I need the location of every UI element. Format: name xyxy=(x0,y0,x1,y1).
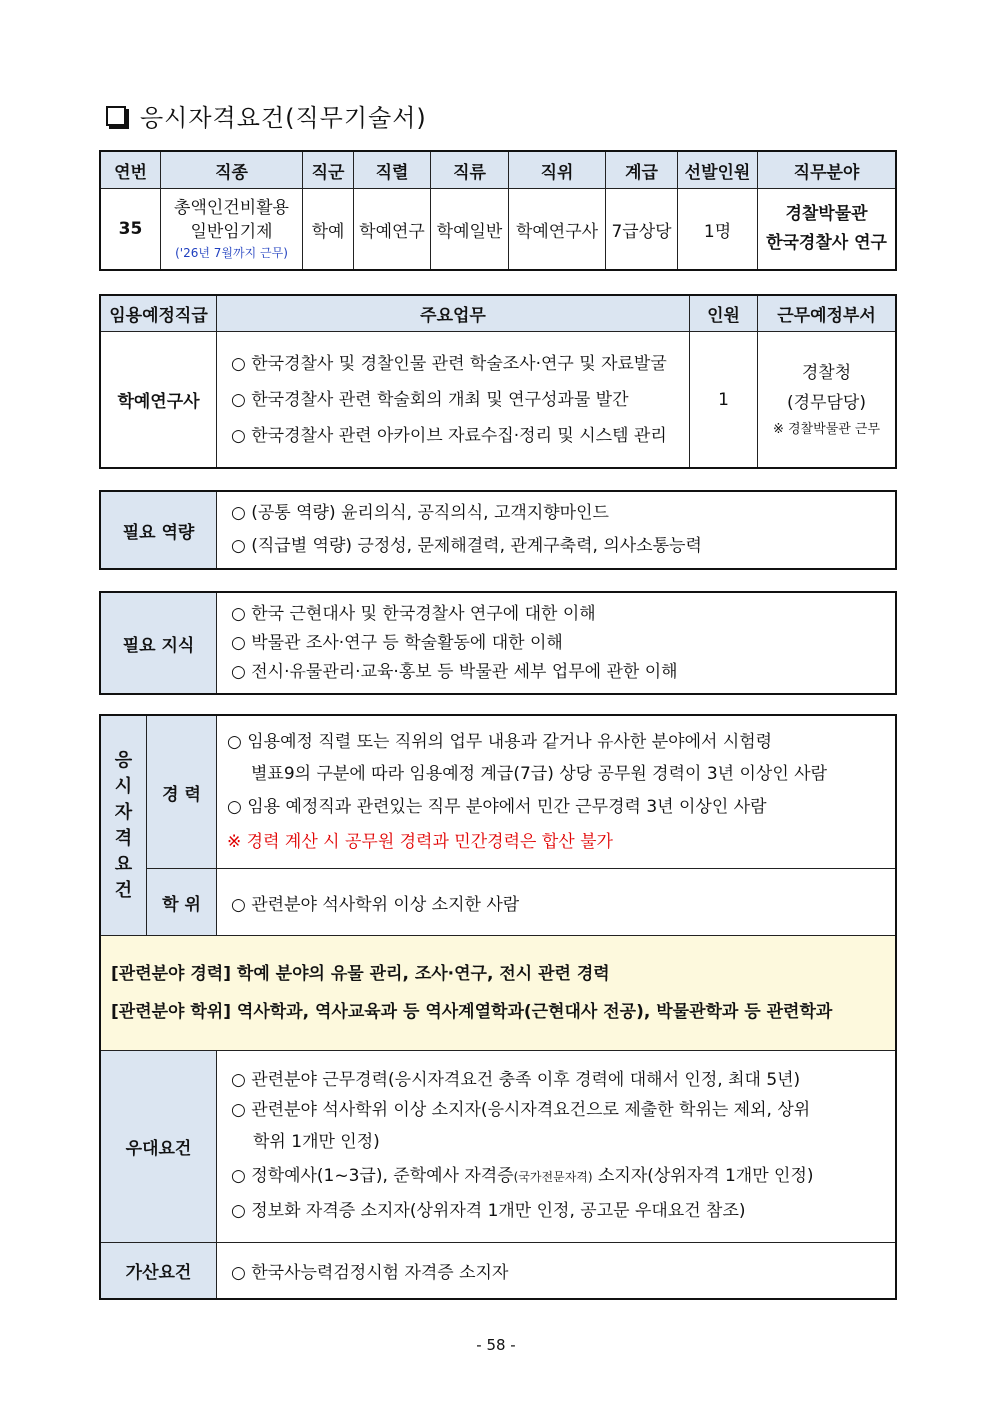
heading-text: 응시자격요건(직무기술서) xyxy=(140,104,427,132)
list-item: ○ 관련분야 근무경력(응시자격요건 충족 이후 경력에 대해서 인정, 최대 5년) xyxy=(231,1070,801,1090)
list-item: 학위 1개만 인정) xyxy=(253,1132,380,1152)
row-series: 학예연구 xyxy=(354,189,431,270)
degree-label: 학 위 xyxy=(147,869,217,936)
list-item: 별표9의 구분에 따라 임용예정 계급(7급) 상당 공무원 경력이 3년 이상인 사람 xyxy=(251,763,827,784)
list-item: ○ 박물관 조사·연구 등 학술활동에 대한 이해 xyxy=(231,632,563,653)
header-no: 연번 xyxy=(101,152,161,189)
preference-list xyxy=(217,1051,896,1243)
competency-table xyxy=(100,491,896,569)
qualification-table xyxy=(100,715,896,1299)
header-type: 직종 xyxy=(161,152,303,189)
row-position: 학예연구사 xyxy=(509,189,606,270)
duties-rank: 학예연구사 xyxy=(101,332,217,468)
checkbox-square-icon xyxy=(106,106,126,126)
preference-label: 우대요건 xyxy=(101,1051,217,1243)
row-no: 35 xyxy=(101,189,161,270)
list-item: ○ 한국경찰사 관련 학술회의 개최 및 연구성과물 발간 xyxy=(231,389,629,410)
list-item: ○ 임용예정 직렬 또는 직위의 업무 내용과 같거나 유사한 분야에서 시험령 xyxy=(227,731,773,752)
header-group: 직군 xyxy=(303,152,354,189)
knowledge-label: 필요 지식 xyxy=(101,593,217,694)
row-grade: 7급상당 xyxy=(606,189,678,270)
section-heading xyxy=(106,98,427,133)
related-degree: [관련분야 학위] 역사학과, 역사교육과 등 역사계열학과(근현대사 전공), 박물관학과 등 관련학과 xyxy=(111,1002,833,1022)
header-class: 직류 xyxy=(431,152,509,189)
row-type: 총액인건비활용 일반임기제 ('26년 7월까지 근무) xyxy=(161,189,303,270)
header-position: 직위 xyxy=(509,152,606,189)
row-field: 경찰박물관 한국경찰사 연구 xyxy=(758,189,896,270)
related-career: [관련분야 경력] 학예 분야의 유물 관리, 조사·연구, 전시 관련 경력 xyxy=(111,964,610,984)
list-item: ○ (직급별 역량) 긍정성, 문제해결력, 관계구축력, 의사소통능력 xyxy=(231,536,702,556)
list-item: ○ 한국 근현대사 및 한국경찰사 연구에 대한 이해 xyxy=(231,603,596,624)
row-group: 학예 xyxy=(303,189,354,270)
career-list xyxy=(217,716,896,869)
list-item: ○ 관련분야 석사학위 이상 소지자(응시자격요건으로 제출한 학위는 제외, 상위 xyxy=(231,1100,811,1120)
related-field-box xyxy=(101,936,896,1051)
career-label: 경 력 xyxy=(147,716,217,869)
list-item: ○ 한국경찰사 관련 아카이브 자료수집·정리 및 시스템 관리 xyxy=(231,425,667,446)
header-count: 선발인원 xyxy=(678,152,758,189)
duties-table xyxy=(100,295,896,468)
header-headcount: 인원 xyxy=(690,296,758,332)
list-item: ○ 정보화 자격증 소지자(상위자격 1개만 인정, 공고문 우대요건 참조) xyxy=(231,1201,746,1221)
knowledge-list xyxy=(217,593,896,694)
list-item: ○ 전시·유물관리·교육·홍보 등 박물관 세부 업무에 관한 이해 xyxy=(231,661,678,682)
career-warning: ※ 경력 계산 시 공무원 경력과 민간경력은 합산 불가 xyxy=(227,831,613,852)
header-series: 직렬 xyxy=(354,152,431,189)
duties-list xyxy=(217,332,690,468)
competency-label: 필요 역량 xyxy=(101,492,217,569)
bonus-label: 가산요건 xyxy=(101,1243,217,1299)
row-class: 학예일반 xyxy=(431,189,509,270)
summary-table xyxy=(100,151,896,270)
list-item: ○ 한국경찰사 및 경찰인물 관련 학술조사·연구 및 자료발굴 xyxy=(231,353,667,374)
header-dept: 근무예정부서 xyxy=(758,296,896,332)
header-field: 직무분야 xyxy=(758,152,896,189)
qualification-vertical-label: 응 시 자 격 요 건 xyxy=(101,716,147,936)
header-rank: 임용예정직급 xyxy=(101,296,217,332)
header-grade: 계급 xyxy=(606,152,678,189)
row-count: 1명 xyxy=(678,189,758,270)
knowledge-table xyxy=(100,592,896,694)
duties-count: 1 xyxy=(690,332,758,468)
duties-dept: 경찰청 (경무담당) ※ 경찰박물관 근무 xyxy=(758,332,896,468)
list-item: ○ 임용 예정직과 관련있는 직무 분야에서 민간 근무경력 3년 이상인 사람 xyxy=(227,796,767,817)
bonus-item: ○ 한국사능력검정시험 자격증 소지자 xyxy=(217,1243,896,1299)
competency-list xyxy=(217,492,896,569)
page-number: - 58 - xyxy=(476,1336,516,1354)
degree-item: ○ 관련분야 석사학위 이상 소지한 사람 xyxy=(217,869,896,936)
list-item: ○ 정학예사(1~3급), 준학예사 자격증(국가전문자격) 소지자(상위자격 1개만 인정) xyxy=(231,1166,814,1186)
header-duties: 주요업무 xyxy=(217,296,690,332)
list-item: ○ (공통 역량) 윤리의식, 공직의식, 고객지향마인드 xyxy=(231,503,609,523)
